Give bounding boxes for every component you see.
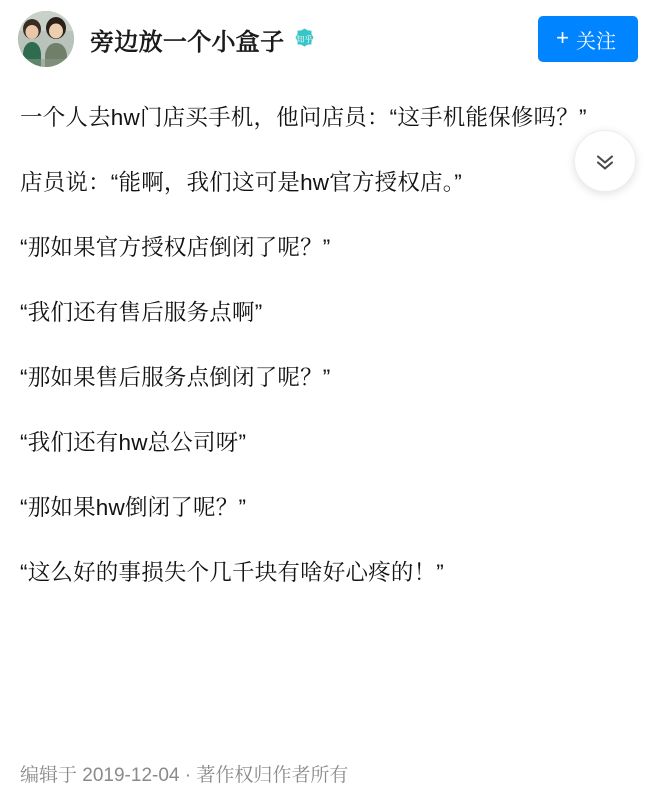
avatar[interactable] (18, 11, 74, 67)
paragraph: 一个人去hw门店买手机，他问店员：“这手机能保修吗？” (20, 105, 587, 130)
user-avatar-image (18, 11, 74, 67)
paragraph: “我们还有hw总公司呀” (20, 430, 247, 455)
edit-timestamp-copyright: 编辑于 2019-12-04 · 著作权归作者所有 (20, 765, 349, 786)
paragraph: “我们还有售后服务点啊” (20, 300, 263, 325)
paragraph: “那如果官方授权店倒闭了呢？” (20, 235, 331, 260)
expand-button[interactable] (574, 130, 636, 192)
article-body (0, 76, 656, 592)
paragraph: “那如果售后服务点倒闭了呢？” (20, 365, 331, 390)
author-info[interactable] (90, 22, 538, 57)
paragraph: “这么好的事损失个几千块有啥好心疼的！” (20, 560, 444, 585)
article-header (0, 0, 656, 76)
svg-text:知乎: 知乎 (296, 34, 313, 44)
paragraph: 店员说：“能啊，我们这可是hw官方授权店。” (20, 170, 462, 195)
follow-button-label: 关注 (576, 30, 616, 53)
author-name[interactable]: 旁边放一个小盒子 (90, 28, 285, 56)
chevron-double-down-icon (590, 146, 620, 176)
follow-button[interactable] (538, 16, 638, 62)
article-footer (0, 762, 656, 800)
paragraph: “那如果hw倒闭了呢？” (20, 495, 247, 520)
verified-badge-icon (292, 27, 317, 52)
plus-icon: + (556, 25, 569, 50)
